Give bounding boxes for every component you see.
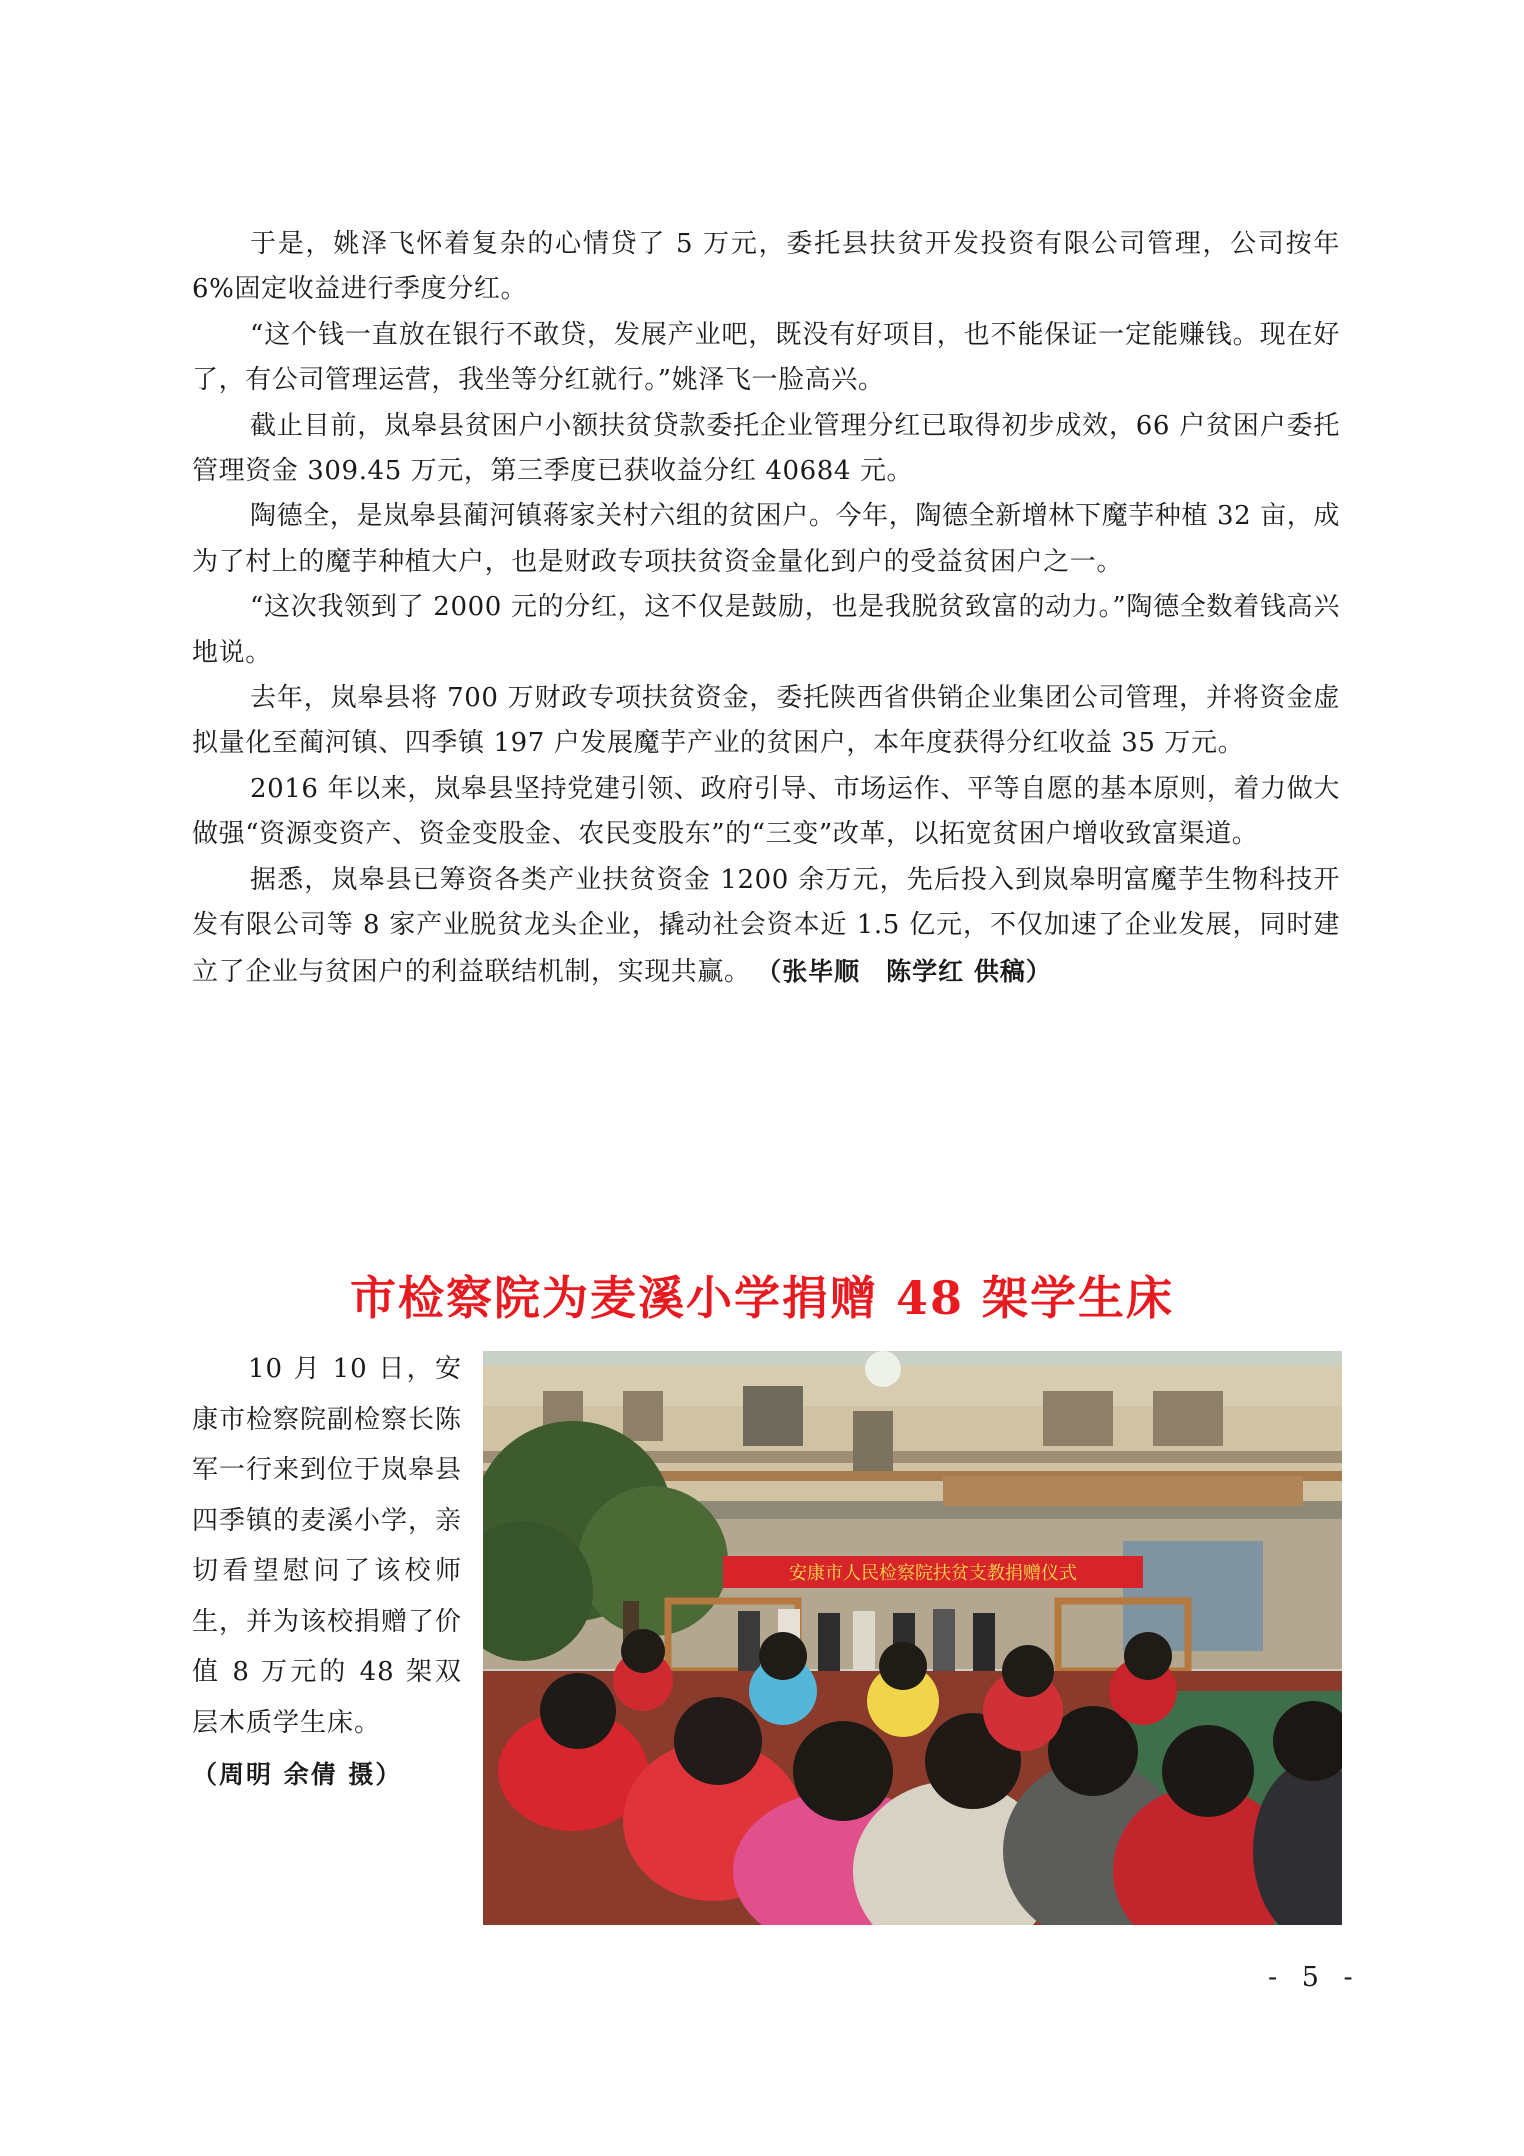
paragraph-last xyxy=(192,858,1340,995)
article-body xyxy=(192,222,1340,995)
school-ceremony-photo xyxy=(483,1351,1342,1925)
paragraph: 截止目前，岚皋县贫困户小额扶贫贷款委托企业管理分红已取得初步成效，66 户贫困户委托管理资金 309.45 万元，第三季度已获收益分红 40684 元。 xyxy=(192,410,1340,487)
photo-credit: （周明 余倩 摄） xyxy=(192,1760,403,1789)
paragraph: 2016 年以来，岚皋县坚持党建引领、政府引导、市场运作、平等自愿的基本原则，着力做大做强“资源变资产、资金变股金、农民变股东”的“三变”改革，以拓宽贫困户增收致富渠道。 xyxy=(192,773,1340,850)
news-text-column xyxy=(192,1344,462,1801)
paragraph-text: 据悉，岚皋县已筹资各类产业扶贫资金 1200 余万元，先后投入到岚皋明富魔芋生物科技开发有限公司等 8 家产业脱贫龙头企业，撬动社会资本近 1.5 亿元，不仅加速了企业发展，同时建立了企业与贫困户的利益联结机制，实现共赢。 xyxy=(192,864,1340,987)
page-number: - 5 - xyxy=(1268,1962,1361,1993)
banner-text: 安康市人民检察院扶贫支教捐赠仪式 xyxy=(789,1563,1077,1584)
paragraph: “这次我领到了 2000 元的分红，这不仅是鼓励，也是我脱贫致富的动力。”陶德全数着钱高兴地说。 xyxy=(192,592,1340,668)
article-byline: （张毕顺 陈学红 供稿） xyxy=(768,956,1052,986)
paragraph: 于是，姚泽飞怀着复杂的心情贷了 5 万元，委托县扶贫开发投资有限公司管理，公司按年 6%固定收益进行季度分红。 xyxy=(192,229,1340,305)
news-body: 10 月 10 日，安康市检察院副检察长陈军一行来到位于岚皋县四季镇的麦溪小学，亲切看望慰问了该校师生，并为该校捐赠了价值 8 万元的 48 架双层木质学生床。 xyxy=(192,1354,463,1738)
paragraph: “这个钱一直放在银行不敢贷，发展产业吧，既没有好项目，也不能保证一定能赚钱。现在好了，有公司管理运营，我坐等分红就行。”姚泽飞一脸高兴。 xyxy=(192,319,1340,396)
news-headline: 市检察院为麦溪小学捐赠 48 架学生床 xyxy=(349,1271,1175,1325)
paragraph: 陶德全，是岚皋县蔺河镇蒋家关村六组的贫困户。今年，陶德全新增林下魔芋种植 32 亩，成为了村上的魔芋种植大户，也是财政专项扶贫资金量化到户的受益贫困户之一。 xyxy=(192,501,1340,577)
news-photo xyxy=(483,1351,1342,1925)
paragraph: 去年，岚皋县将 700 万财政专项扶贫资金，委托陕西省供销企业集团公司管理，并将资金虚拟量化至蔺河镇、四季镇 197 户发展魔芋产业的贫困户，本年度获得分红收益 35 万元。 xyxy=(192,683,1340,759)
